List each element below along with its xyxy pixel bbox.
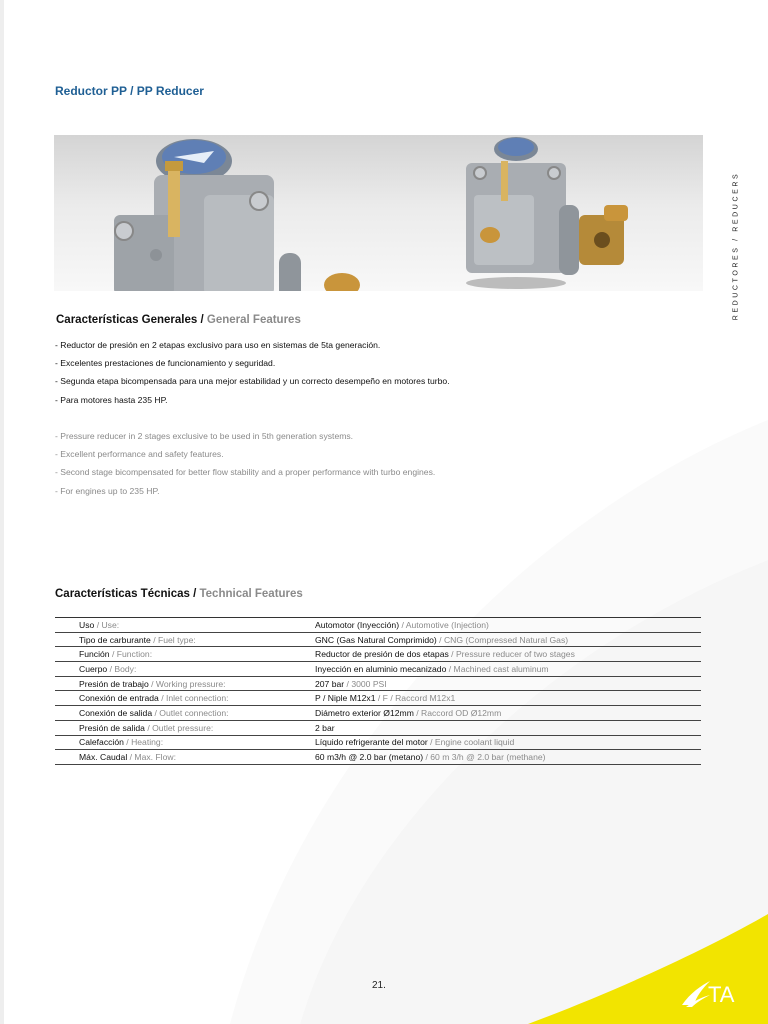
spec-label [55,664,315,674]
spec-value-es: Reductor de presión de dos etapas [315,649,449,660]
spec-label-en: / Outlet pressure: [147,722,214,733]
spec-label-en: / Outlet connection: [154,707,229,718]
spec-label-es: Conexión de entrada [79,693,159,704]
general-features-list-es [55,336,450,409]
technical-features-heading-en: Technical Features [199,588,303,600]
spec-value-es: GNC (Gas Natural Comprimido) [315,634,437,645]
spec-label-es: Tipo de carburante [79,634,151,645]
spec-value [315,752,701,762]
spec-value [315,693,701,703]
page-title: Reductor PP / PP Reducer [55,84,204,98]
spec-label-en: / Max. Flow: [129,752,176,763]
list-item: - Excellent performance and safety features. [55,449,224,460]
product-image [54,135,703,291]
spec-value-es: Inyección en aluminio mecanizado [315,663,447,674]
spec-value-es: P / Niple M12x1 [315,693,376,704]
technical-features-heading [55,588,303,600]
spec-value [315,679,701,689]
table-row [55,691,701,706]
technical-features-heading-es: Características Técnicas / [55,588,197,600]
spec-value-es: 60 m3/h @ 2.0 bar (metano) [315,752,424,763]
spec-label-en: / Inlet connection: [161,693,229,704]
spec-value-en: / Raccord OD Ø12mm [416,707,502,718]
logo-text: TA [708,982,735,1007]
spec-label [55,620,315,630]
spec-value-es: Automotor (Inyección) [315,619,400,630]
spec-label-es: Presión de trabajo [79,678,149,689]
spec-label-es: Función [79,649,110,660]
general-features-heading [56,314,301,326]
spec-label [55,723,315,733]
general-features-heading-en: General Features [206,314,301,326]
spec-value [315,723,701,733]
list-item: - Excelentes prestaciones de funcionamiento y seguridad. [55,358,276,369]
spec-label-es: Cuerpo [79,663,108,674]
spec-label-es: Presión de salida [79,722,145,733]
spec-value [315,737,701,747]
reducer-small-illustration [466,137,628,289]
spec-label-en: / Heating: [126,737,164,748]
spec-value-en: / F / Raccord M12x1 [377,693,456,704]
list-item: - Segunda etapa bicompensada para una mejor estabilidad y un correcto desempeño en motores turbo. [55,376,450,387]
spec-label-en: / Body: [109,663,137,674]
list-item: - Para motores hasta 235 HP. [55,394,168,405]
spec-label-es: Calefacción [79,737,124,748]
table-row [55,647,701,662]
list-item: - Reductor de presión en 2 etapas exclusivo para uso en sistemas de 5ta generación. [55,340,381,350]
spec-value-en: / Pressure reducer of two stages [451,649,575,660]
spec-value-en: / Automotive (Injection) [401,619,489,630]
spec-label-en: / Use: [96,619,120,630]
spec-value [315,635,701,645]
spec-label [55,737,315,747]
spec-table [55,617,701,765]
spec-label-es: Conexión de salida [79,707,153,718]
left-edge-strip [0,0,4,1024]
spec-label-en: / Working pressure: [151,678,226,689]
spec-value-en: / 3000 PSI [346,678,387,689]
spec-label [55,693,315,703]
spec-value [315,664,701,674]
table-row [55,750,701,765]
brand-logo-icon [680,975,750,1011]
spec-value-es: 207 bar [315,678,345,689]
table-row [55,706,701,721]
spec-label-en: / Fuel type: [153,634,196,645]
spec-value-es: 2 bar [315,722,335,733]
spec-value-es: Líquido refrigerante del motor [315,737,428,748]
spec-value-en: / 60 m 3/h @ 2.0 bar (methane) [425,752,546,763]
spec-value-es: Diámetro exterior Ø12mm [315,707,414,718]
spec-value [315,649,701,659]
table-row [55,633,701,648]
table-row [55,721,701,736]
table-row [55,662,701,677]
spec-label [55,679,315,689]
spec-label [55,649,315,659]
spec-label-es: Uso [79,619,95,630]
list-item: - Second stage bicompensated for better flow stability and a proper performance with turbo engines. [55,467,436,478]
side-label: REDUCTORES / REDUCERS [732,171,740,321]
spec-label-es: Máx. Caudal [79,752,128,763]
spec-label [55,708,315,718]
general-features-list-en [55,427,435,500]
spec-value [315,620,701,630]
spec-value-en: / Engine coolant liquid [430,737,515,748]
spec-value [315,708,701,718]
table-row [55,677,701,692]
reducer-large-illustration [114,139,360,291]
spec-label-en: / Function: [111,649,153,660]
general-features-heading-es: Características Generales / [56,314,204,326]
spec-value-en: / Machined cast aluminum [448,663,549,674]
table-row [55,618,701,633]
table-row [55,736,701,751]
page-number: 21. [372,980,386,991]
list-item: - For engines up to 235 HP. [55,485,160,496]
spec-label [55,752,315,762]
spec-value-en: / CNG (Compressed Natural Gas) [439,634,569,645]
list-item: - Pressure reducer in 2 stages exclusive to be used in 5th generation systems. [55,431,354,441]
spec-label [55,635,315,645]
